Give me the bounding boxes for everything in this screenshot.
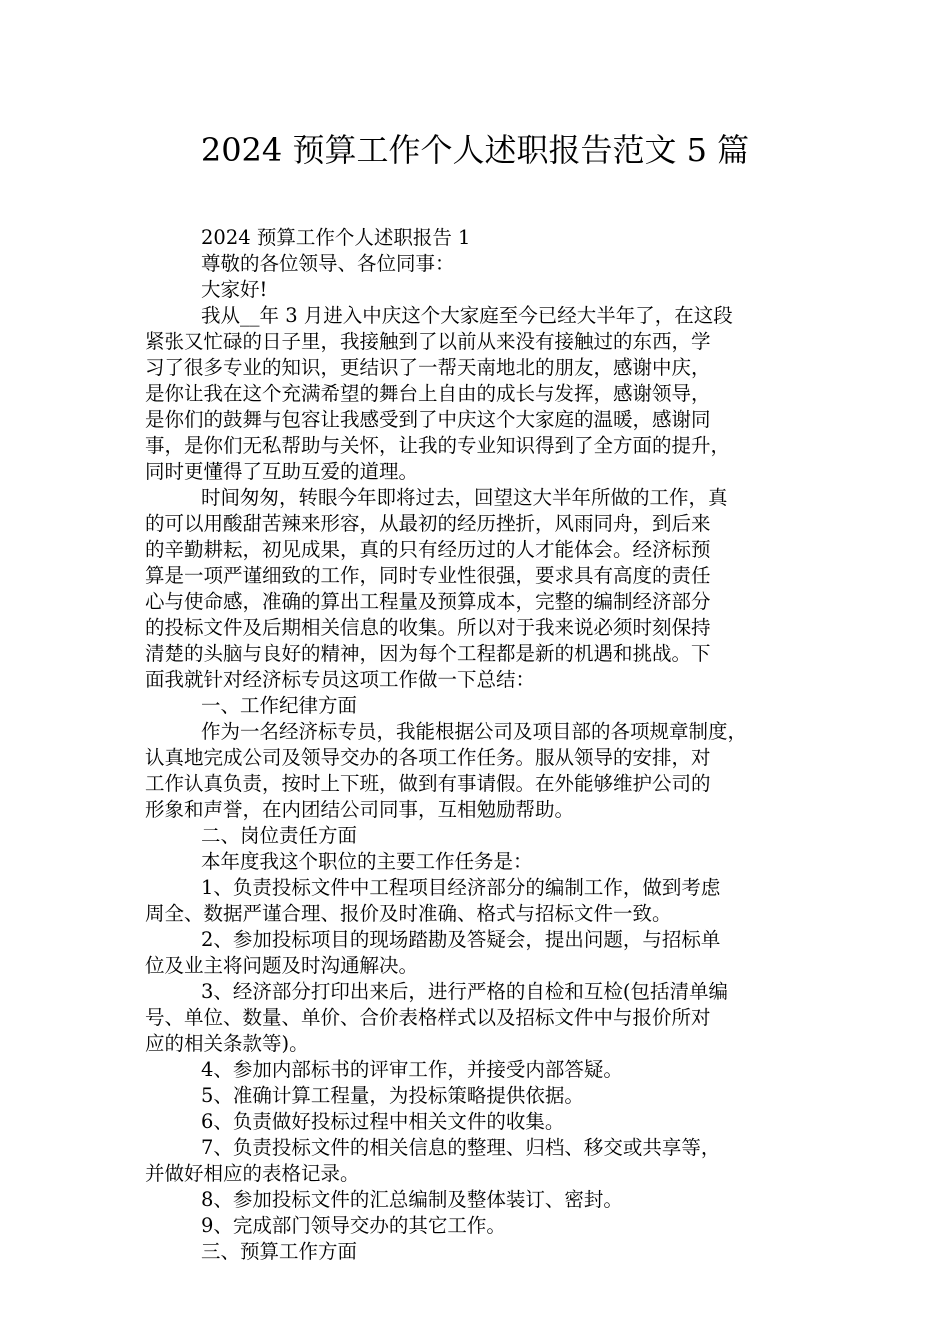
body-line: 心与使命感，准确的算出工程量及预算成本，完整的编制经济部分 — [145, 590, 711, 613]
body-line: 认真地完成公司及领导交办的各项工作任务。服从领导的安排，对 — [145, 746, 711, 769]
body-line: 7、负责投标文件的相关信息的整理、归档、移交或共享等， — [201, 1136, 721, 1159]
body-line: 习了很多专业的知识，更结识了一帮天南地北的朋友，感谢中庆， — [145, 356, 711, 379]
body-line: 三、预算工作方面 — [201, 1240, 358, 1263]
body-line: 大家好! — [201, 278, 268, 301]
body-line: 9、完成部门领导交办的其它工作。 — [201, 1214, 506, 1237]
body-line: 是你让我在这个充满希望的舞台上自由的成长与发挥，感谢领导， — [145, 382, 711, 405]
body-line: 的投标文件及后期相关信息的收集。所以对于我来说必须时刻保持 — [145, 616, 711, 639]
body-line: 面我就针对经济标专员这项工作做一下总结： — [145, 668, 536, 691]
body-line: 位及业主将问题及时沟通解决。 — [145, 954, 419, 977]
body-line: 同时更懂得了互助互爱的道理。 — [145, 460, 419, 483]
body-line: 4、参加内部标书的评审工作，并接受内部答疑。 — [201, 1058, 623, 1081]
body-line: 一、工作纪律方面 — [201, 694, 358, 717]
body-line: 作为一名经济标专员，我能根据公司及项目部的各项规章制度， — [201, 720, 748, 743]
body-line: 是你们的鼓舞与包容让我感受到了中庆这个大家庭的温暖，感谢同 — [145, 408, 711, 431]
body-line: 算是一项严谨细致的工作，同时专业性很强，要求具有高度的责任 — [145, 564, 711, 587]
body-line: 1、负责投标文件中工程项目经济部分的编制工作，做到考虑 — [201, 876, 721, 899]
body-line: 清楚的头脑与良好的精神，因为每个工程都是新的机遇和挑战。下 — [145, 642, 711, 665]
body-line: 的可以用酸甜苦辣来形容，从最初的经历挫折，风雨同舟，到后来 — [145, 512, 711, 535]
document-body — [145, 225, 815, 1265]
body-line: 二、岗位责任方面 — [201, 824, 358, 847]
body-line: 周全、数据严谨合理、报价及时准确、格式与招标文件一致。 — [145, 902, 672, 925]
body-line: 的辛勤耕耘，初见成果，真的只有经历过的人才能体会。经济标预 — [145, 538, 711, 561]
body-line: 并做好相应的表格记录。 — [145, 1162, 360, 1185]
body-line: 时间匆匆，转眼今年即将过去，回望这大半年所做的工作，真 — [201, 486, 728, 509]
body-line: 形象和声誉，在内团结公司同事，互相勉励帮助。 — [145, 798, 575, 821]
body-line: 8、参加投标文件的汇总编制及整体装订、密封。 — [201, 1188, 623, 1211]
body-line: 3、经济部分打印出来后，进行严格的自检和互检(包括清单编 — [201, 980, 729, 1003]
body-line: 2、参加投标项目的现场踏勘及答疑会，提出问题，与招标单 — [201, 928, 721, 951]
body-line: 紧张又忙碌的日子里，我接触到了以前从来没有接触过的东西，学 — [145, 330, 711, 353]
body-line: 号、单位、数量、单价、合价表格样式以及招标文件中与报价所对 — [145, 1006, 711, 1029]
document-title: 2024 预算工作个人述职报告范文 5 篇 — [200, 131, 750, 169]
body-line: 本年度我这个职位的主要工作任务是： — [201, 850, 533, 873]
body-line: 应的相关条款等)。 — [145, 1032, 309, 1055]
body-line: 2024 预算工作个人述职报告 1 — [201, 226, 471, 249]
body-line: 6、负责做好投标过程中相关文件的收集。 — [201, 1110, 565, 1133]
body-line: 尊敬的各位领导、各位同事： — [201, 252, 455, 275]
body-line: 5、准确计算工程量，为投标策略提供依据。 — [201, 1084, 584, 1107]
body-line: 我从__年 3 月进入中庆这个大家庭至今已经大半年了，在这段 — [201, 304, 733, 327]
body-line: 工作认真负责，按时上下班，做到有事请假。在外能够维护公司的 — [145, 772, 711, 795]
body-line: 事，是你们无私帮助与关怀，让我的专业知识得到了全方面的提升， — [145, 434, 731, 457]
